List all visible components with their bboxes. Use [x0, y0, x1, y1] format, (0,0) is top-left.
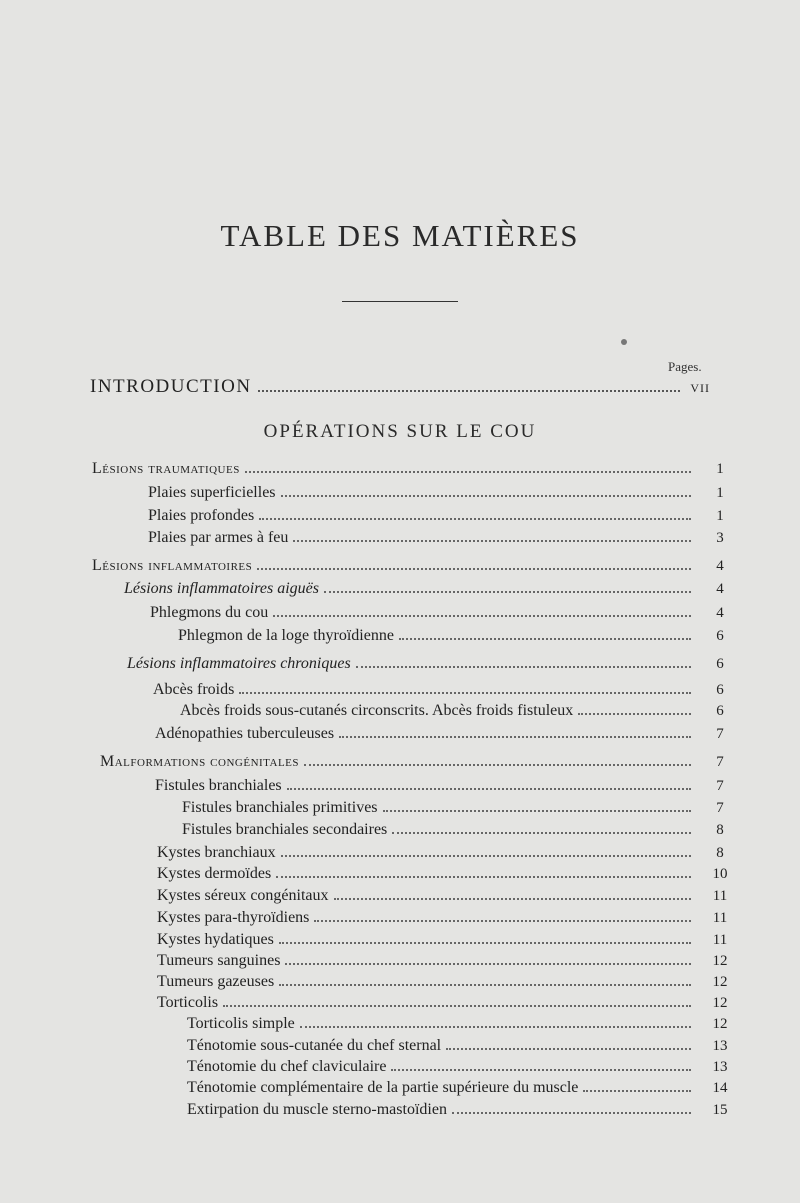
- dot-leader: [239, 692, 691, 694]
- dot-leader: [223, 1005, 691, 1007]
- toc-entry: [157, 931, 735, 953]
- entry-page: 6: [716, 682, 724, 698]
- toc-entry-introduction: [90, 376, 710, 402]
- entry-label: Kystes branchiaux: [157, 844, 276, 861]
- entry-label: Adénopathies tuberculeuses: [155, 725, 335, 742]
- entry-label: Ténotomie du chef claviculaire: [187, 1058, 387, 1075]
- entry-label: Kystes séreux congénitaux: [157, 887, 329, 904]
- dot-leader: [391, 1069, 691, 1071]
- entry-label: Plaies superficielles: [148, 484, 276, 501]
- dot-leader: [279, 942, 691, 944]
- entry-page: 6: [716, 703, 724, 719]
- entry-page: 12: [712, 974, 728, 990]
- entry-page: 4: [716, 605, 724, 621]
- dot-leader: [399, 638, 691, 640]
- entry-page: 11: [712, 932, 728, 948]
- entry-page: 11: [712, 888, 728, 904]
- toc-entry: [148, 529, 735, 551]
- entry-page: 1: [716, 461, 724, 477]
- entry-label: Lésions traumatiques: [92, 460, 240, 477]
- toc-entry: [157, 844, 735, 866]
- toc-entry: [153, 681, 735, 703]
- toc-entry: [157, 887, 735, 909]
- toc-entry: [92, 557, 735, 579]
- section-heading: OPÉRATIONS SUR LE COU: [263, 421, 537, 442]
- entry-page: 6: [716, 628, 724, 644]
- toc-entry: [148, 507, 735, 529]
- dot-leader: [257, 568, 691, 570]
- entry-label: Kystes hydatiques: [157, 931, 274, 948]
- dot-leader: [578, 713, 691, 715]
- toc-entry: [187, 1015, 735, 1037]
- entry-label: Abcès froids sous-cutanés circonscrits. Abcès froids fistuleux: [180, 702, 574, 719]
- entry-label: Ténotomie sous-cutanée du chef sternal: [187, 1037, 442, 1054]
- entry-page: 7: [716, 726, 724, 742]
- entry-label: Lésions inflammatoires chroniques: [127, 655, 351, 672]
- entry-page: 7: [716, 754, 724, 770]
- entry-label: Torticolis simple: [187, 1015, 295, 1032]
- toc-entry: [124, 580, 735, 602]
- toc-entry: [187, 1101, 735, 1123]
- entry-label: Malformations congénitales: [100, 753, 300, 770]
- entry-label: Plaies par armes à feu: [148, 529, 289, 546]
- entry-label: Torticolis: [157, 994, 219, 1011]
- dot-leader: [281, 855, 691, 857]
- entry-label: Kystes dermoïdes: [157, 865, 272, 882]
- dot-leader: [324, 591, 691, 593]
- ink-dot: [621, 339, 627, 345]
- entry-page: 13: [712, 1038, 728, 1054]
- pages-column-label: Pages.: [668, 359, 702, 374]
- entry-page: 12: [712, 1016, 728, 1032]
- toc-entry: [127, 655, 735, 677]
- toc-entry: [155, 777, 735, 799]
- dot-leader: [245, 471, 691, 473]
- entry-page: 10: [712, 866, 728, 882]
- dot-leader: [279, 984, 691, 986]
- dot-leader: [383, 810, 691, 812]
- title-rule: [342, 301, 458, 302]
- dot-leader: [285, 963, 691, 965]
- entry-label: Kystes para-thyroïdiens: [157, 909, 310, 926]
- entry-label: Fistules branchiales: [155, 777, 282, 794]
- entry-page: 7: [716, 800, 724, 816]
- toc-entry: [157, 865, 735, 887]
- toc-entry: [180, 702, 735, 724]
- entry-page: 8: [716, 822, 724, 838]
- dot-leader: [452, 1112, 691, 1114]
- dot-leader: [287, 788, 691, 790]
- dot-leader: [258, 390, 681, 392]
- entry-page: 1: [716, 508, 724, 524]
- entry-label: Lésions inflammatoires aiguës: [124, 580, 319, 597]
- entry-label: Fistules branchiales secondaires: [182, 821, 388, 838]
- dot-leader: [583, 1090, 691, 1092]
- dot-leader: [273, 615, 691, 617]
- entry-page: 1: [716, 485, 724, 501]
- dot-leader: [281, 495, 691, 497]
- dot-leader: [334, 898, 691, 900]
- entry-page: VII: [690, 381, 710, 395]
- entry-page: 14: [712, 1080, 728, 1096]
- entry-label: Fistules branchiales primitives: [182, 799, 378, 816]
- toc-entry: [150, 604, 735, 626]
- toc-entry: [148, 484, 735, 506]
- dot-leader: [276, 876, 691, 878]
- toc-entry: [178, 627, 735, 649]
- entry-label: Phlegmon de la loge thyroïdienne: [178, 627, 394, 644]
- entry-label: Phlegmons du cou: [150, 604, 269, 621]
- toc-entry: [155, 725, 735, 747]
- dot-leader: [314, 920, 691, 922]
- entry-page: 13: [712, 1059, 728, 1075]
- entry-label: Plaies profondes: [148, 507, 255, 524]
- toc-entry: [157, 994, 735, 1016]
- entry-page: 8: [716, 845, 724, 861]
- entry-label: Tumeurs gazeuses: [157, 973, 275, 990]
- entry-label: Extirpation du muscle sterno-mastoïdien: [187, 1101, 447, 1118]
- entry-page: 4: [716, 581, 724, 597]
- toc-entry: [157, 973, 735, 995]
- entry-page: 3: [716, 530, 724, 546]
- dot-leader: [304, 764, 691, 766]
- entry-page: 7: [716, 778, 724, 794]
- toc-entry: [182, 821, 735, 843]
- toc-entry: [157, 952, 735, 974]
- page-title: TABLE DES MATIÈRES: [220, 218, 580, 253]
- dot-leader: [392, 832, 691, 834]
- entry-page: 12: [712, 995, 728, 1011]
- entry-page: 11: [712, 910, 728, 926]
- toc-entry: [100, 753, 735, 775]
- toc-entry: [92, 460, 735, 482]
- toc-entry: [187, 1058, 735, 1080]
- entry-page: 6: [716, 656, 724, 672]
- entry-label: Ténotomie complémentaire de la partie supérieure du muscle: [187, 1079, 579, 1096]
- entry-label: Abcès froids: [153, 681, 235, 698]
- entry-label: Tumeurs sanguines: [157, 952, 281, 969]
- entry-page: 15: [712, 1102, 728, 1118]
- entry-label: INTRODUCTION: [90, 376, 252, 397]
- dot-leader: [356, 666, 691, 668]
- toc-entry: [187, 1037, 735, 1059]
- entry-page: 4: [716, 558, 724, 574]
- toc-entry: [182, 799, 735, 821]
- dot-leader: [259, 518, 691, 520]
- toc-entry: [187, 1079, 735, 1101]
- dot-leader: [300, 1026, 691, 1028]
- dot-leader: [293, 540, 691, 542]
- dot-leader: [446, 1048, 691, 1050]
- entry-label: Lésions inflammatoires: [92, 557, 253, 574]
- entry-page: 12: [712, 953, 728, 969]
- toc-entry: [157, 909, 735, 931]
- dot-leader: [339, 736, 691, 738]
